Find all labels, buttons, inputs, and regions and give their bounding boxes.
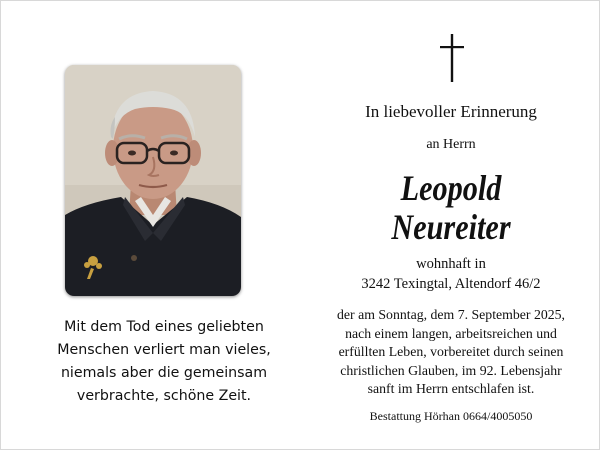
undertaker-contact: Bestattung Hörhan 0664/4005050 (369, 409, 533, 423)
body-line: christlichen Glauben, im 92. Lebensjahr (340, 362, 562, 378)
intro-line: In liebevoller Erinnerung (365, 102, 537, 121)
quote-line: verbrachte, schöne Zeit. (76, 388, 252, 404)
portrait-photo (65, 65, 241, 296)
obituary-text-panel (301, 1, 600, 450)
memorial-quote (23, 316, 305, 408)
address: 3242 Texingtal, Altendorf 46/2 (361, 276, 541, 292)
obituary-body (301, 306, 600, 399)
salutation: an Herrn (426, 137, 476, 152)
last-name-row (301, 208, 600, 247)
last-name: Neureiter (391, 207, 511, 247)
residence-label: wohnhaft in (416, 256, 486, 272)
first-name: Leopold (400, 168, 502, 208)
body-line: nach einem langen, arbeitsreichen und (345, 325, 557, 341)
latin-cross-icon (439, 34, 465, 82)
body-line: der am Sonntag, dem 7. September 2025, (337, 307, 565, 322)
first-name-row (301, 169, 600, 208)
quote-line: Menschen verliert man vieles, (57, 342, 271, 358)
quote-line: Mit dem Tod eines geliebten (64, 319, 264, 335)
body-line: sanft im Herrn entschlafen ist. (367, 381, 535, 397)
quote-line: niemals aber die gemeinsam (60, 365, 268, 381)
body-line: erfüllten Leben, vorbereitet durch seinen (338, 344, 564, 360)
